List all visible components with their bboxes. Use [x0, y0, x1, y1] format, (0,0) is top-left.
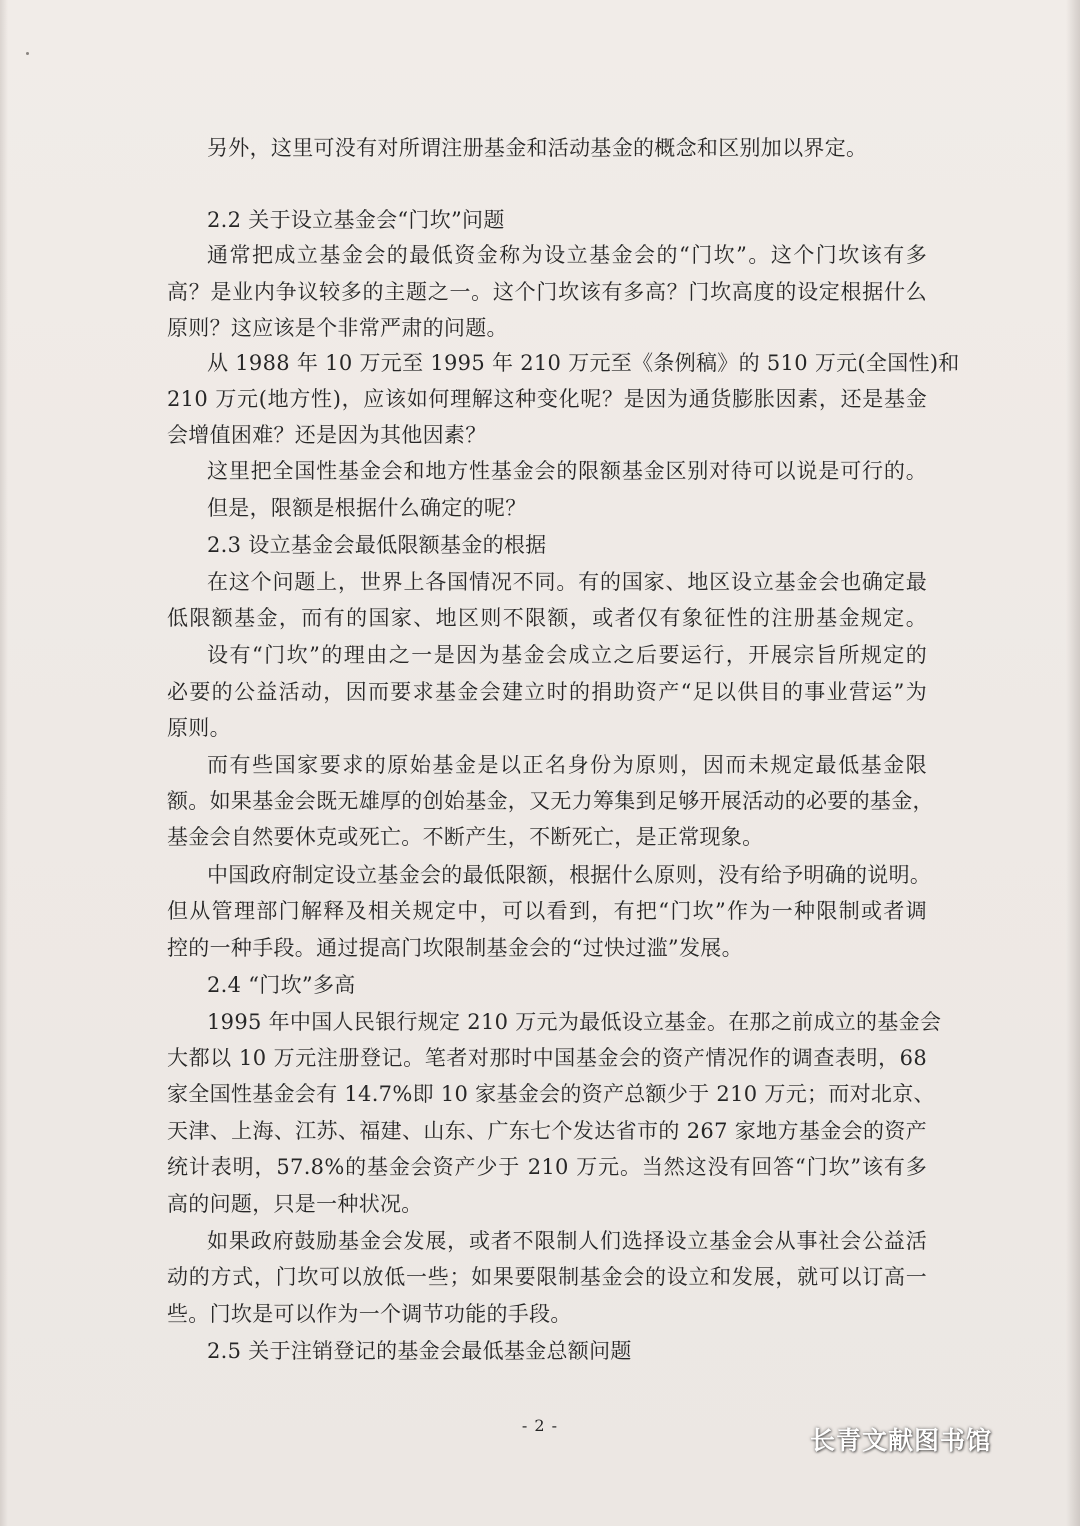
paragraph-line: 高？是业内争议较多的主题之一。这个门坎该有多高？门坎高度的设定根据什么	[167, 280, 927, 304]
paragraph-line: 而有些国家要求的原始基金是以正名身份为原则，因而未规定最低基金限	[207, 753, 927, 777]
paragraph-line: 些。门坎是可以作为一个调节功能的手段。	[167, 1302, 572, 1326]
paragraph-line: 但从管理部门解释及相关规定中，可以看到，有把“门坎”作为一种限制或者调	[167, 899, 927, 923]
paragraph-line: 设有“门坎”的理由之一是因为基金会成立之后要运行，开展宗旨所规定的	[207, 643, 927, 667]
paragraph-line: 另外，这里可没有对所谓注册基金和活动基金的概念和区别加以界定。	[207, 136, 868, 160]
paragraph-line: 天津、上海、江苏、福建、山东、广东七个发达省市的 267 家地方基金会的资产	[167, 1119, 927, 1143]
scan-shadow-left	[0, 0, 8, 1526]
scan-speck	[26, 52, 29, 55]
page-number: - 2 -	[521, 1416, 559, 1435]
paragraph-line: 在这个问题上，世界上各国情况不同。有的国家、地区设立基金会也确定最	[207, 570, 927, 594]
paragraph-line: 额。如果基金会既无雄厚的创始基金，又无力筹集到足够开展活动的必要的基金，	[167, 789, 934, 813]
section-heading: 2.5 关于注销登记的基金会最低基金总额问题	[207, 1339, 632, 1363]
paragraph-line: 210 万元(地方性)，应该如何理解这种变化呢？是因为通货膨胀因素，还是基金	[167, 387, 927, 411]
paragraph-line: 中国政府制定设立基金会的最低限额，根据什么原则，没有给予明确的说明。	[207, 863, 932, 887]
paragraph-line: 这里把全国性基金会和地方性基金会的限额基金区别对待可以说是可行的。	[207, 459, 927, 483]
paragraph-line: 必要的公益活动，因而要求基金会建立时的捐助资产“足以供目的事业营运”为	[167, 680, 927, 704]
paragraph-line: 控的一种手段。通过提高门坎限制基金会的“过快过滥”发展。	[167, 936, 743, 960]
paragraph-line: 会增值困难？还是因为其他因素？	[167, 423, 487, 447]
paragraph-line: 低限额基金，而有的国家、地区则不限额，或者仅有象征性的注册基金规定。	[167, 606, 927, 630]
paragraph-line: 原则？这应该是个非常严肃的问题。	[167, 316, 508, 340]
paragraph-line: 1995 年中国人民银行规定 210 万元为最低设立基金。在那之前成立的基金会	[207, 1010, 942, 1034]
section-heading: 2.3 设立基金会最低限额基金的根据	[207, 533, 547, 557]
paragraph-line: 如果政府鼓励基金会发展，或者不限制人们选择设立基金会从事社会公益活	[207, 1229, 927, 1253]
library-watermark: 长青文献图书馆	[809, 1426, 992, 1455]
section-heading: 2.4 “门坎”多高	[207, 973, 356, 997]
paragraph-line: 原则。	[167, 716, 231, 740]
scan-shadow-right	[1066, 0, 1080, 1526]
paragraph-line: 动的方式，门坎可以放低一些；如果要限制基金会的设立和发展，就可以订高一	[167, 1265, 927, 1289]
paragraph-line: 高的问题，只是一种状况。	[167, 1192, 423, 1216]
paragraph-line: 但是，限额是根据什么确定的呢？	[207, 496, 527, 520]
paragraph-line: 统计表明，57.8%的基金会资产少于 210 万元。当然这没有回答“门坎”该有多	[167, 1155, 927, 1179]
paragraph-line: 通常把成立基金会的最低资金称为设立基金会的“门坎”。这个门坎该有多	[207, 243, 927, 267]
paragraph-line: 家全国性基金会有 14.7%即 10 家基金会的资产总额少于 210 万元；而对北京、	[167, 1082, 935, 1106]
paragraph-line: 从 1988 年 10 万元至 1995 年 210 万元至《条例稿》的 510 万元(全国性)和	[207, 351, 960, 375]
paragraph-line: 大都以 10 万元注册登记。笔者对那时中国基金会的资产情况作的调查表明，68	[167, 1046, 927, 1070]
section-heading: 2.2 关于设立基金会“门坎”问题	[207, 208, 505, 232]
paragraph-line: 基金会自然要休克或死亡。不断产生，不断死亡，是正常现象。	[167, 825, 764, 849]
